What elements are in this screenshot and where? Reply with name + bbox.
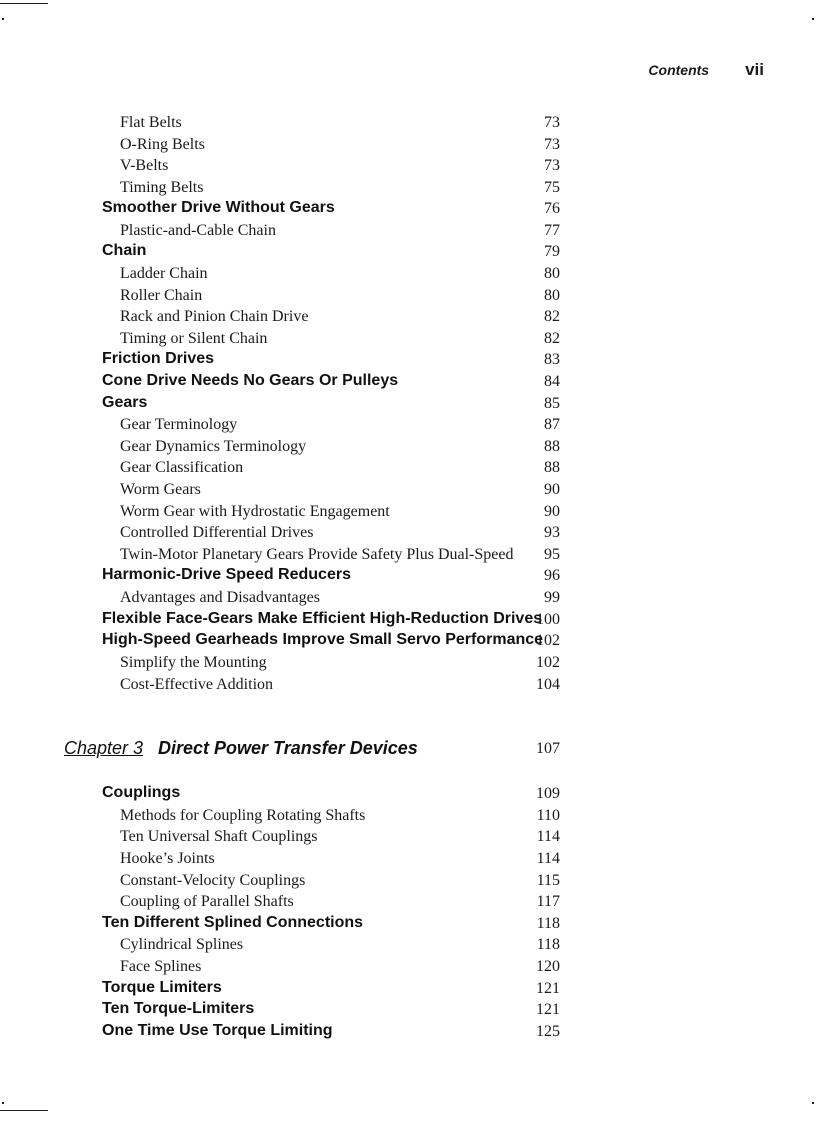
toc-entry-title: O-Ring Belts xyxy=(120,136,205,153)
toc-entry[interactable] xyxy=(0,850,816,871)
chapter-title: Direct Power Transfer Devices xyxy=(158,738,418,758)
page-folio: vii xyxy=(745,60,764,79)
toc-entry-page: 118 xyxy=(536,936,560,953)
toc-entry-page: 125 xyxy=(536,1023,560,1040)
toc-entry-title: Hooke’s Joints xyxy=(120,850,215,867)
toc-entry-title: Roller Chain xyxy=(120,287,203,304)
toc-entry-title: Rack and Pinion Chain Drive xyxy=(120,308,309,325)
crop-mark-top xyxy=(0,3,48,4)
toc-entry-page: 109 xyxy=(536,785,560,802)
crop-dot xyxy=(2,1102,4,1104)
toc-entry[interactable] xyxy=(0,222,816,243)
toc-entry-page: 102 xyxy=(536,632,560,649)
crop-dot xyxy=(2,18,4,20)
toc-entry[interactable] xyxy=(0,438,816,459)
toc-entry-page: 83 xyxy=(544,351,560,368)
toc-entry-title: Advantages and Disadvantages xyxy=(120,589,320,606)
toc-entry-page: 114 xyxy=(536,828,560,845)
toc-entry[interactable] xyxy=(0,936,816,957)
toc-entry-page: 80 xyxy=(544,265,560,282)
toc-entry[interactable] xyxy=(0,265,816,286)
toc-entry-title: Torque Limiters xyxy=(102,979,222,996)
toc-entry-title: Harmonic-Drive Speed Reducers xyxy=(102,566,351,583)
toc-entry-page: 114 xyxy=(536,850,560,867)
running-head xyxy=(648,60,764,80)
toc-section-entry[interactable] xyxy=(0,611,816,632)
toc-entry[interactable] xyxy=(0,481,816,502)
toc-entry[interactable] xyxy=(0,287,816,308)
toc-entry-title: Gear Dynamics Terminology xyxy=(120,438,307,455)
toc-entry-title: Timing or Silent Chain xyxy=(120,330,268,347)
toc-section-entry[interactable] xyxy=(0,567,816,588)
toc-entry-title: Twin-Motor Planetary Gears Provide Safety Plus Dual-Speed xyxy=(120,546,514,563)
toc-entry-page: 118 xyxy=(536,915,560,932)
toc-entry-title: Timing Belts xyxy=(120,179,204,196)
toc-entry-page: 117 xyxy=(536,893,560,910)
toc-entry-title: Cylindrical Splines xyxy=(120,936,244,953)
toc-entry-page: 99 xyxy=(544,589,560,606)
toc-entry-page: 88 xyxy=(544,438,560,455)
toc-entry-page: 77 xyxy=(544,222,560,239)
toc-entry-page: 73 xyxy=(544,136,560,153)
toc-entry-title: Gears xyxy=(102,394,148,411)
toc-entry-title: V-Belts xyxy=(120,157,169,174)
chapter-number[interactable]: Chapter 3 xyxy=(64,738,144,758)
toc-section-entry[interactable] xyxy=(0,785,816,806)
crop-dot xyxy=(812,1102,814,1104)
toc-entry[interactable] xyxy=(0,958,816,979)
toc-entry-page: 95 xyxy=(544,546,560,563)
toc-section-entry[interactable] xyxy=(0,632,816,653)
toc-entry-title: Worm Gears xyxy=(120,481,201,498)
toc-entry[interactable] xyxy=(0,524,816,545)
toc-entry-title: Flexible Face-Gears Make Efficient High-Reduction Drives xyxy=(102,610,543,627)
toc-entry-title: Simplify the Mounting xyxy=(120,654,267,671)
toc-section-entry[interactable] xyxy=(0,1023,816,1044)
toc-entry-page: 80 xyxy=(544,287,560,304)
toc-entry[interactable] xyxy=(0,114,816,135)
crop-dot xyxy=(812,18,814,20)
toc-entry[interactable] xyxy=(0,828,816,849)
toc-entry-title: High-Speed Gearheads Improve Small Servo Performance xyxy=(102,631,544,648)
toc-entry[interactable] xyxy=(0,546,816,567)
running-head-label: Contents xyxy=(648,62,710,78)
toc-entry-page: 88 xyxy=(544,459,560,476)
toc-entry-page: 73 xyxy=(544,157,560,174)
toc-entry[interactable] xyxy=(0,157,816,178)
toc-entry-title: Face Splines xyxy=(120,958,202,975)
toc-entry[interactable] xyxy=(0,136,816,157)
toc-entry-title: Gear Classification xyxy=(120,459,244,476)
toc-entry[interactable] xyxy=(0,330,816,351)
toc-entry-page: 85 xyxy=(544,395,560,412)
toc-entry-title: Couplings xyxy=(102,784,181,801)
toc-entry-page: 82 xyxy=(544,330,560,347)
toc-entry-page: 104 xyxy=(536,676,560,693)
toc-entry-title: Worm Gear with Hydrostatic Engagement xyxy=(120,503,390,520)
toc-entry-page: 79 xyxy=(544,243,560,260)
toc-entry-title: Gear Terminology xyxy=(120,416,238,433)
toc-entry[interactable] xyxy=(0,416,816,437)
toc-entry-title: Constant-Velocity Couplings xyxy=(120,872,306,889)
toc-entry-page: 90 xyxy=(544,481,560,498)
toc-entry-title: Ten Torque-Limiters xyxy=(102,1000,255,1017)
toc-entry-page: 96 xyxy=(544,567,560,584)
toc-entry[interactable] xyxy=(0,589,816,610)
toc-entry[interactable] xyxy=(0,872,816,893)
toc-entry-page: 73 xyxy=(544,114,560,131)
toc-entry-page: 87 xyxy=(544,416,560,433)
toc-entry-title: Coupling of Parallel Shafts xyxy=(120,893,294,910)
toc-entry-page: 93 xyxy=(544,524,560,541)
toc-entry-page: 120 xyxy=(536,958,560,975)
toc-section-entry[interactable] xyxy=(0,915,816,936)
toc-section-entry[interactable] xyxy=(0,1001,816,1022)
toc-entry[interactable] xyxy=(0,503,816,524)
toc-entry-page: 121 xyxy=(536,1001,560,1018)
toc-entry-page: 115 xyxy=(536,872,560,889)
toc-entry-title: Cone Drive Needs No Gears Or Pulleys xyxy=(102,372,399,389)
toc-entry-page: 121 xyxy=(536,980,560,997)
toc-entry-title: One Time Use Torque Limiting xyxy=(102,1022,333,1039)
toc-entry-title: Ten Universal Shaft Couplings xyxy=(120,828,318,845)
toc-entry[interactable] xyxy=(0,893,816,914)
toc-entry-title: Controlled Differential Drives xyxy=(120,524,314,541)
toc-section-entry[interactable] xyxy=(0,243,816,264)
toc-entry-page: 110 xyxy=(536,807,560,824)
toc-entry-page: 75 xyxy=(544,179,560,196)
toc-section-entry[interactable] xyxy=(0,373,816,394)
chapter-page: 107 xyxy=(536,740,560,757)
toc-entry[interactable] xyxy=(0,179,816,200)
toc-entry-page: 90 xyxy=(544,503,560,520)
toc-entry-page: 100 xyxy=(536,611,560,628)
toc-entry-page: 76 xyxy=(544,200,560,217)
toc-entry-title: Methods for Coupling Rotating Shafts xyxy=(120,807,366,824)
toc-entry-title: Ten Different Splined Connections xyxy=(102,914,364,931)
crop-mark-bottom xyxy=(0,1110,48,1111)
toc-entry-title: Friction Drives xyxy=(102,350,215,367)
toc-entry[interactable] xyxy=(0,459,816,480)
toc-entry-title: Flat Belts xyxy=(120,114,182,131)
toc-entry-title: Chain xyxy=(102,242,147,259)
toc-entry-title: Plastic-and-Cable Chain xyxy=(120,222,276,239)
toc-entry-page: 102 xyxy=(536,654,560,671)
toc-entry[interactable] xyxy=(0,807,816,828)
toc-entry-page: 84 xyxy=(544,373,560,390)
toc-section-entry[interactable] xyxy=(0,351,816,372)
toc-entry-title: Ladder Chain xyxy=(120,265,208,282)
toc-entry-title: Smoother Drive Without Gears xyxy=(102,199,335,216)
toc-entry[interactable] xyxy=(0,676,816,697)
toc-entry[interactable] xyxy=(0,308,816,329)
chapter-heading[interactable] xyxy=(0,740,816,764)
toc-entry-page: 82 xyxy=(544,308,560,325)
toc-section-entry[interactable] xyxy=(0,200,816,221)
toc-section-entry[interactable] xyxy=(0,980,816,1001)
toc-section-entry[interactable] xyxy=(0,395,816,416)
toc-entry[interactable] xyxy=(0,654,816,675)
toc-entry-title: Cost-Effective Addition xyxy=(120,676,274,693)
